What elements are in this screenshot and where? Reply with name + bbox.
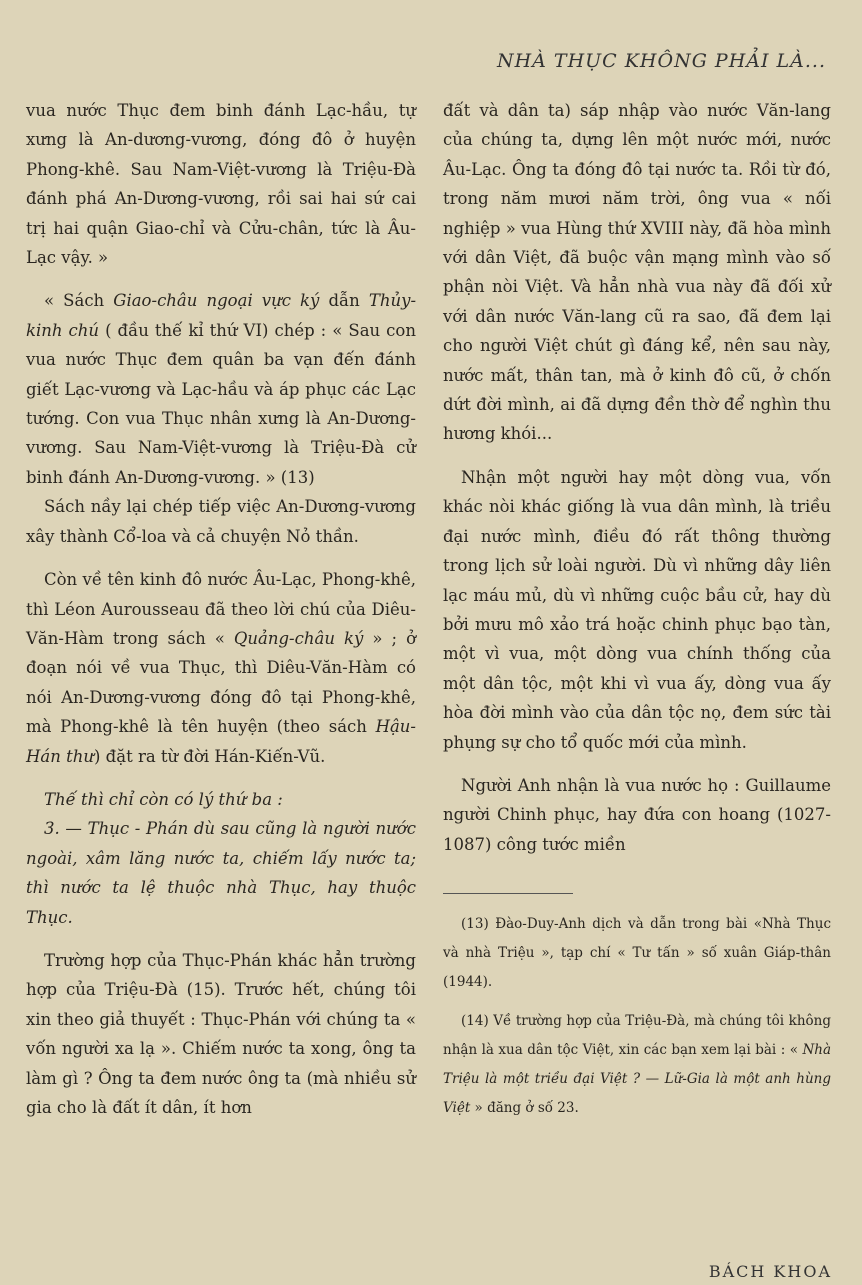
footnote-13: (13) Đào-Duy-Anh dịch và dẫn trong bài «Nhà Thục và nhà Triệu », tạp chí « Tư tấn » số xuân Giáp-thân (1944). <box>443 916 831 991</box>
paragraph <box>26 286 416 492</box>
text-run: ( đầu thế kỉ thứ VI) chép : « Sau con vua nước Thục đem quân ba vạn đến đánh giết Lạc-vương và Lạc-hầu và áp phục các Lạc tướng. Con vua Thục nhân xưng là An-Dương-vương. Sau Nam-Việt-vương là Triệu-Đà cử binh đánh An-Dương-vương. » (13) <box>26 320 416 487</box>
book-title: Quảng-châu ký <box>233 628 364 648</box>
paragraph: Sách nầy lại chép tiếp việc An-Dương-vương xây thành Cổ-loa và cả chuyện Nỏ thần. <box>26 497 416 546</box>
text-run: « Sách <box>44 291 114 311</box>
footnote-divider <box>443 893 573 894</box>
text-run: (14) Về trường hợp của Triệu-Đà, mà chúng tôi không nhận là xua dân tộc Việt, xin các bạn xem lại bài : « <box>443 1013 831 1059</box>
paragraph: Nhận một người hay một dòng vua, vốn khác nòi khác giống là vua dân mình, là triều đại nước mình, điều đó rất thông thường trong lịch sử loài người. Dù vì những dây liên lạc máu mủ, dù vì những cuộc bầu cử, hay dù bởi mưu mô xảo trá hoặc chinh phục bạo tàn, một vì vua, một dòng vua chính thống của một dân tộc, một khi vì vua ấy, dòng vua ấy hòa đời mình vào của dân tộc nọ, đem sức tài phụng sự cho tổ quốc mới của mình. <box>443 467 831 752</box>
paragraph: Trường hợp của Thục-Phán khác hẳn trường hợp của Triệu-Đà (15). Trước hết, chúng tôi xin theo giả thuyết : Thục-Phán với chúng ta « vốn người xa lạ ». Chiếm nước ta xong, ông ta làm gì ? Ông ta đem nước ông ta (mà nhiều sử gia cho là đất ít dân, ít hơn <box>26 950 416 1117</box>
footnote-14 <box>443 1007 831 1123</box>
footer-magazine-name: BÁCH KHOA <box>708 1262 832 1281</box>
book-title: Thủy-kinh chú <box>26 291 417 340</box>
article-title: Nhà Triệu là một triều đại Việt ? — Lữ-Gia là một anh hùng Việt <box>443 1042 831 1117</box>
text-run: Còn về tên kinh đô nước Âu-Lạc, Phong-khê, thì Léon Aurousseau đã theo lời chú của Diêu-Văn-Hàm trong sách « <box>26 570 416 648</box>
book-title: Hậu-Hán thư <box>26 717 416 766</box>
right-column <box>443 96 831 1123</box>
text-run: » đăng ở số 23. <box>470 1100 579 1117</box>
italic-lead: Thế thì chỉ còn có lý thứ ba : <box>44 789 283 809</box>
book-title: Giao-châu ngoại vực ký <box>113 291 320 311</box>
text-run: ) đặt ra từ đời Hán-Kiến-Vũ. <box>93 746 326 766</box>
paragraph: Người Anh nhận là vua nước họ : Guillaume người Chinh phục, hay đứa con hoang (1027-1087) công tước miền <box>443 775 831 854</box>
paragraph: đất và dân ta) sáp nhập vào nước Văn-lang của chúng ta, dựng lên một nước mới, nước Âu-Lạc. Ông ta đóng đô tại nước ta. Rồi từ đó, trong năm mươi năm trời, ông vua « nối nghiệp » vua Hùng thứ XVIII này, đã hòa mình với dân Việt, đã buộc vận mạng mình vào số phận nòi Việt. Và hẳn nhà vua này đã đối xử với dân nước Văn-lang cũ ra sao, đã đem lại cho người Việt chút gì đáng kể, nên sau này, nước mất, thân tan, mà ở kinh đô cũ, ở chốn dứt đời mình, ai đã dựng đền thờ để nghìn thu hương khói... <box>443 101 831 444</box>
italic-argument: 3. — Thục - Phán dù sau cũng là người nước ngoài, xâm lăng nước ta, chiếm lấy nước ta; thì nước ta lệ thuộc nhà Thục, hay thuộc Thục. <box>26 819 416 927</box>
text-run: dẫn <box>319 291 369 311</box>
paragraph: vua nước Thục đem binh đánh Lạc-hầu, tự xưng là An-dương-vương, đóng đô ở huyện Phong-khê. Sau Nam-Việt-vương là Triệu-Đà đánh phá An-Dương-vương, rồi sai hai sứ cai trị hai quận Giao-chỉ và Cửu-chân, tức là Âu-Lạc vậy. » <box>26 101 416 268</box>
left-column <box>26 96 416 1122</box>
text-run: » ; ở đoạn nói về vua Thục, thì Diêu-Văn-Hàm có nói An-Dương-vương đóng đô tại Phong-khê, mà Phong-khê là tên huyện (theo sách <box>26 628 417 737</box>
running-header: NHÀ THỤC KHÔNG PHẢI LÀ... <box>496 50 826 72</box>
paragraph <box>26 565 416 771</box>
